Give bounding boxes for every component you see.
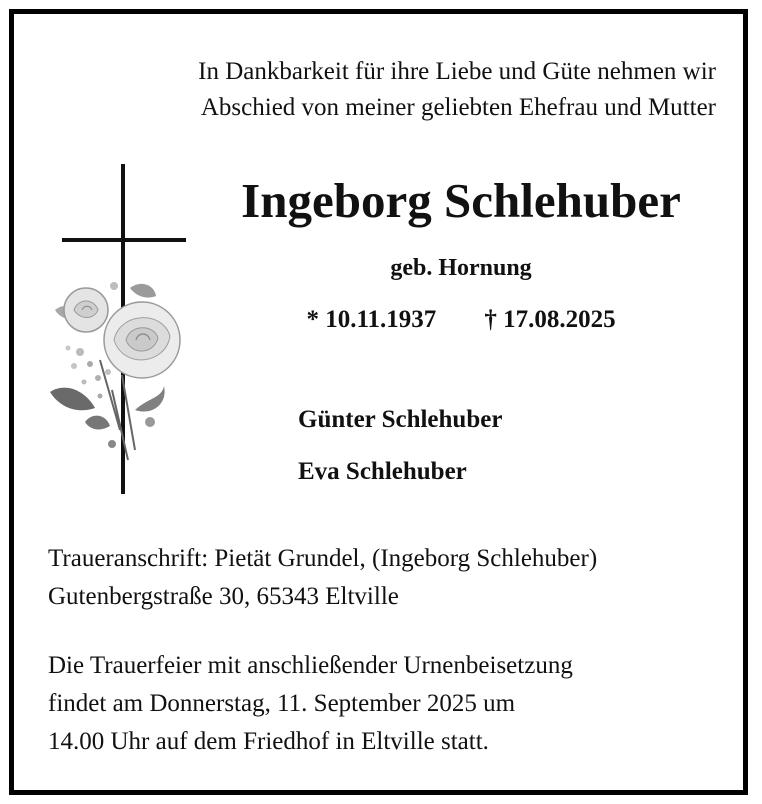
mourning-address xyxy=(48,540,597,616)
mourner-1: Günter Schlehuber xyxy=(298,406,503,433)
rose-bouquet-icon xyxy=(50,282,180,460)
intro-line-2: Abschied von meiner geliebten Ehefrau und Mutter xyxy=(200,94,716,121)
mourner-2: Eva Schlehuber xyxy=(298,458,467,485)
address-line-1: Traueranschrift: Pietät Grundel, (Ingeborg Schlehuber) xyxy=(48,545,598,572)
ceremony-line-3: 14.00 Uhr auf dem Friedhof in Eltville statt. xyxy=(48,728,489,755)
maiden-name: geb. Hornung xyxy=(390,255,532,281)
life-dates xyxy=(205,306,717,334)
deceased-name: Ingeborg Schlehuber xyxy=(241,173,681,228)
death-date: † 17.08.2025 xyxy=(484,306,616,333)
mourners-list xyxy=(298,406,502,510)
ceremony-line-1: Die Trauerfeier mit anschließender Urnenbeisetzung xyxy=(48,652,573,679)
birth-date: * 10.11.1937 xyxy=(306,306,437,333)
intro-line-1: In Dankbarkeit für ihre Liebe und Güte nehmen wir xyxy=(198,58,716,85)
intro-text xyxy=(60,54,716,126)
address-line-2: Gutenbergstraße 30, 65343 Eltville xyxy=(48,583,399,610)
ceremony-line-2: findet am Donnerstag, 11. September 2025 um xyxy=(48,690,516,717)
ceremony-notice xyxy=(48,647,573,761)
cross-with-roses-icon xyxy=(40,160,200,500)
